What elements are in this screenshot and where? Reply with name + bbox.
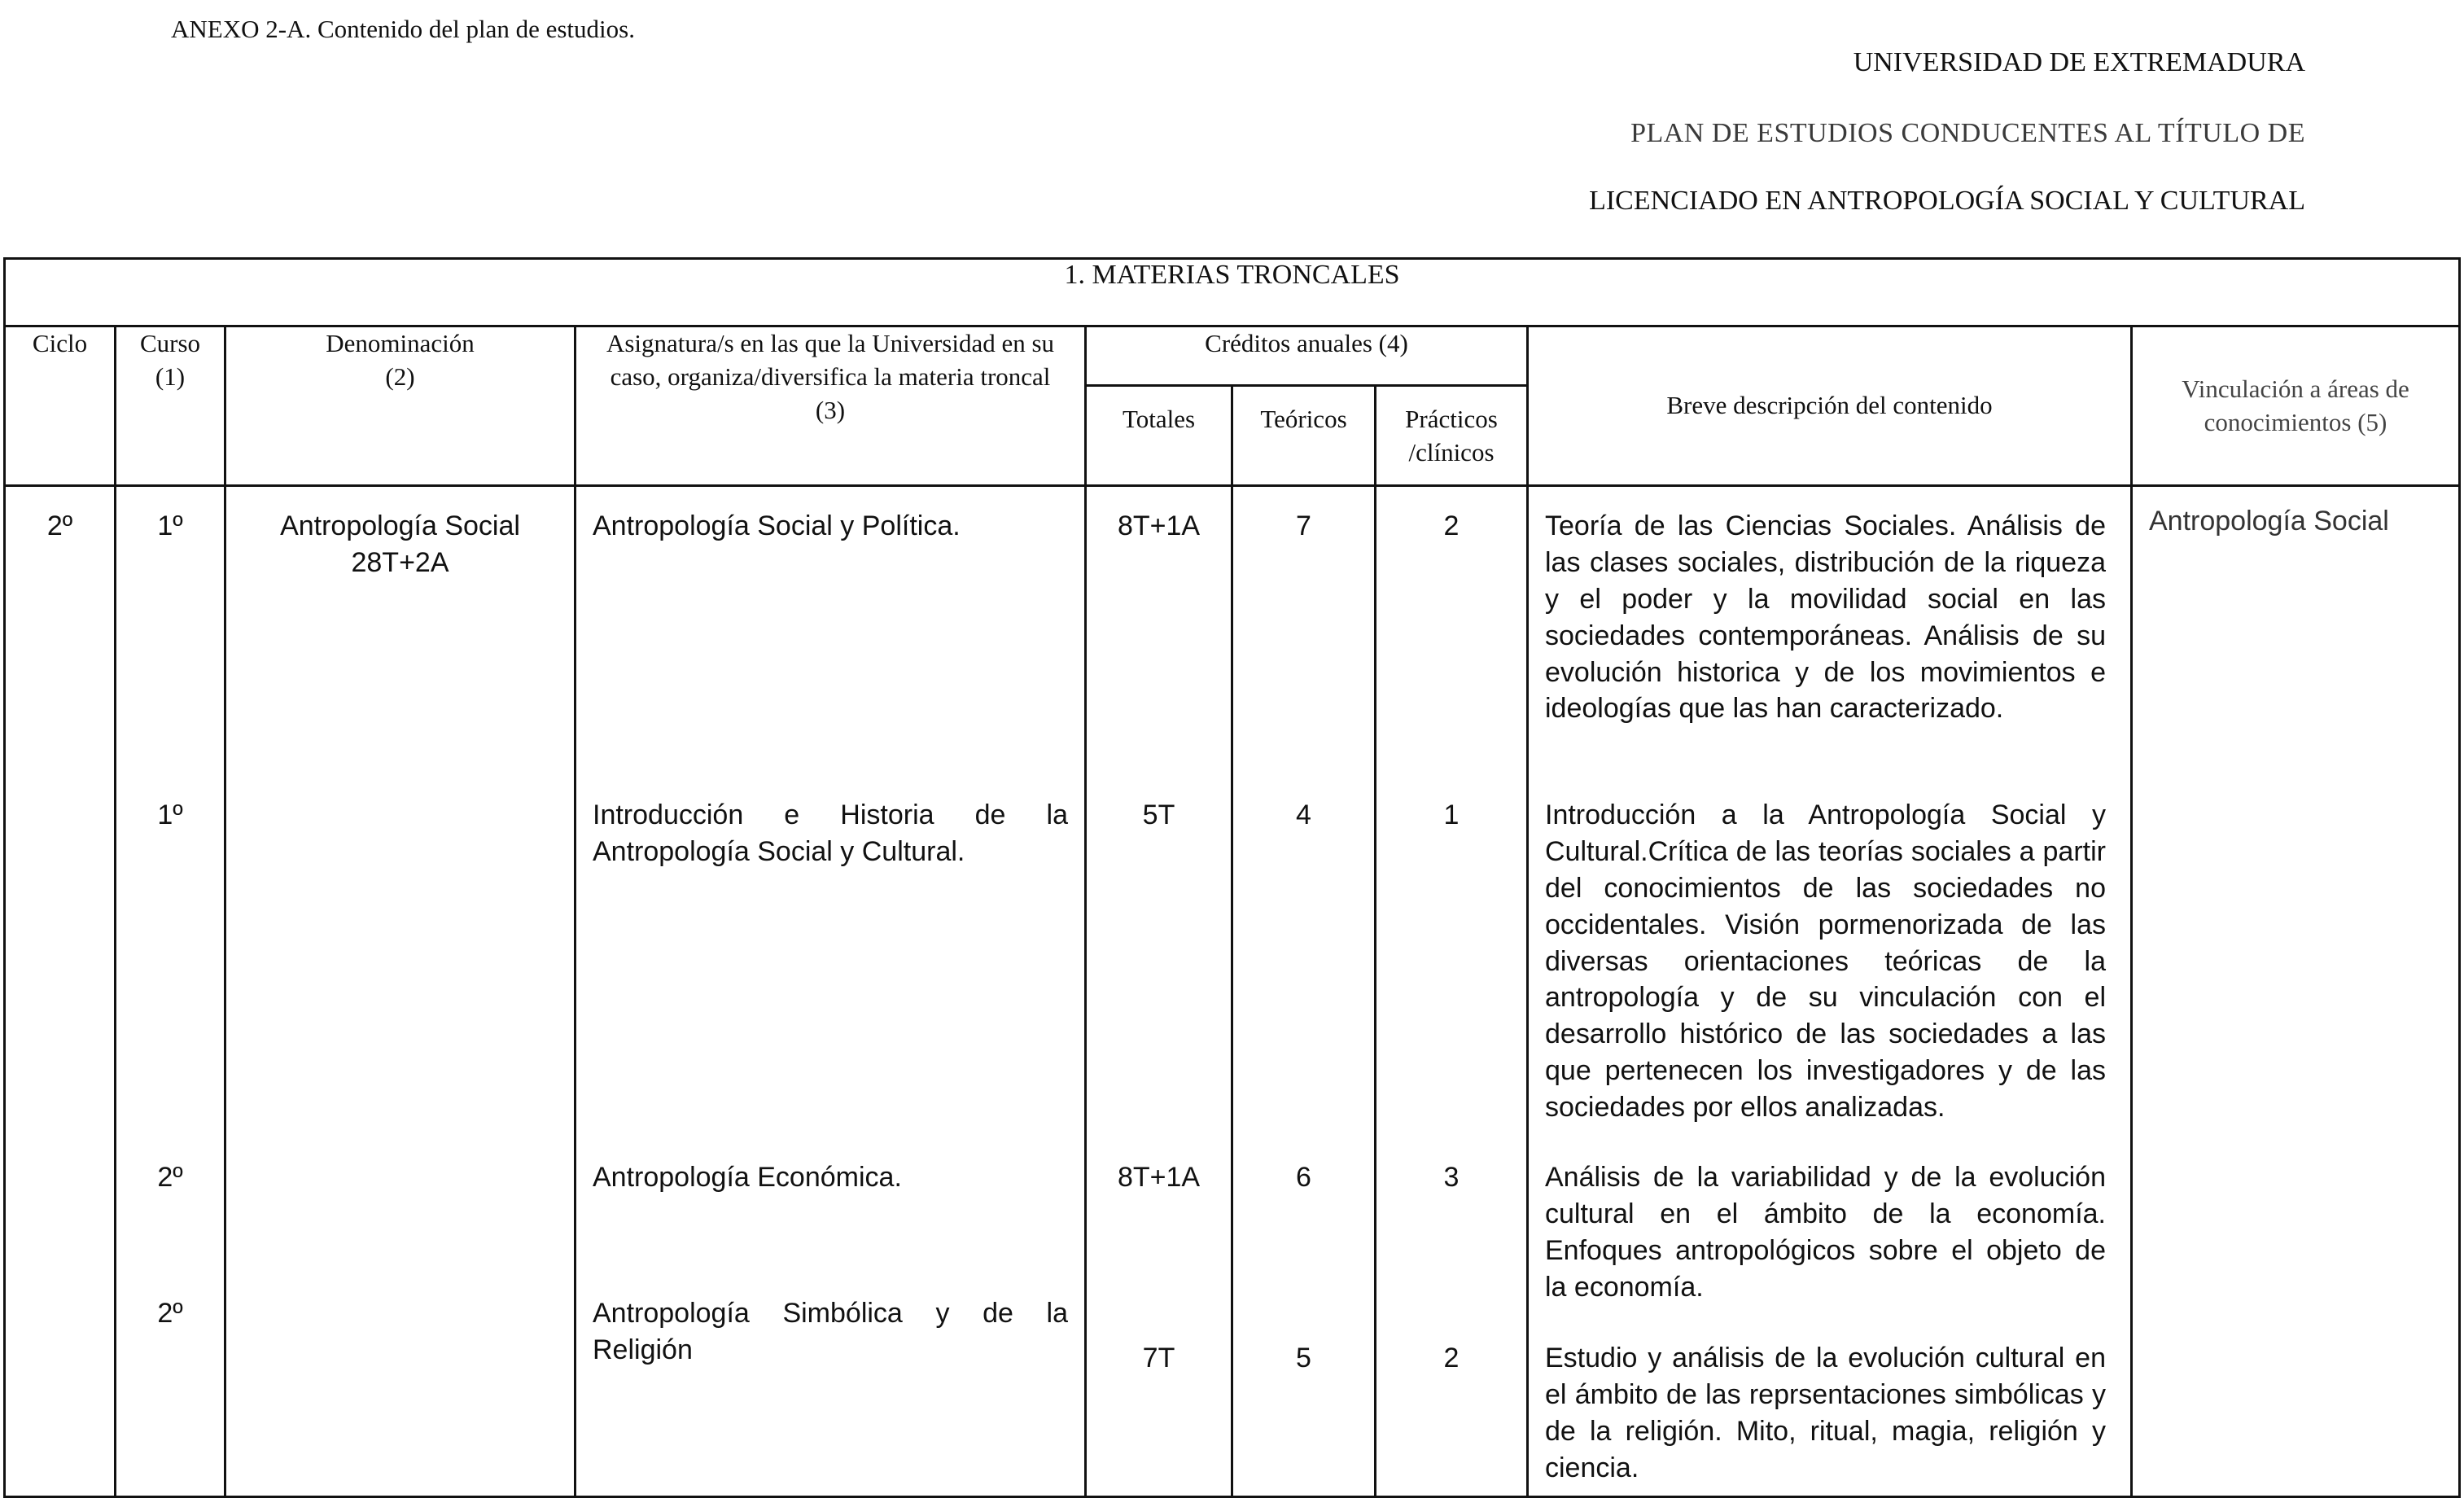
header-denominacion-label: Denominación <box>326 329 475 357</box>
row1-totales: 8T+1A <box>1117 510 1201 541</box>
row1-teoricos: 7 <box>1296 510 1311 541</box>
row4-teoricos: 5 <box>1296 1343 1311 1373</box>
row3-curso: 2º <box>157 1162 183 1193</box>
vinculacion-column <box>2132 486 2460 1497</box>
materias-troncales-table <box>3 257 2461 1498</box>
row1-descripcion: Teoría de las Ciencias Sociales. Análisis de las clases sociales, distribución de la riqueza y el poder y la movilidad social en las sociedades contemporáneas. Análisis de su evolución historica y de los movimientos e ideologías que las han caracterizado. <box>1545 510 2106 725</box>
descripcion-column <box>1528 486 2132 1497</box>
header-denominacion <box>225 326 576 486</box>
header-curso-note: (1) <box>155 361 186 391</box>
row1-curso: 1º <box>157 510 183 541</box>
vinculacion-value: Antropología Social <box>2149 506 2389 537</box>
row2-curso: 1º <box>157 799 183 830</box>
asignatura-column <box>576 486 1086 1497</box>
university-name: UNIVERSIDAD DE EXTREMADURA <box>1853 47 2305 77</box>
table-body-row <box>5 486 2460 1497</box>
row2-teoricos: 4 <box>1296 799 1311 830</box>
denominacion-name: Antropología Social <box>280 510 520 541</box>
annex-title: ANEXO 2-A. Contenido del plan de estudios. <box>171 15 635 43</box>
row3-practicos: 3 <box>1443 1162 1460 1193</box>
row3-teoricos: 6 <box>1296 1162 1311 1193</box>
header-descripcion-label: Breve descripción del contenido <box>1666 391 1993 420</box>
row4-totales: 7T <box>1142 1343 1175 1373</box>
row2-totales: 5T <box>1142 799 1175 830</box>
row4-curso: 2º <box>157 1298 183 1329</box>
row4-descripcion: Estudio y análisis de la evolución cultural en el ámbito de las reprsentaciones simbólicas y de la religión. Mito, ritual, magia, religión y ciencia. <box>1545 1343 2106 1483</box>
header-ciclo-label: Ciclo <box>32 329 88 357</box>
header-creditos <box>1086 326 1528 386</box>
header-vinculacion <box>2132 326 2460 486</box>
header-vinculacion-label: Vinculación a áreas de conocimientos (5) <box>2182 374 2409 436</box>
ciclo-column <box>5 486 116 1497</box>
denominacion-column <box>225 486 576 1497</box>
header-curso <box>116 326 225 486</box>
header-curso-label: Curso <box>139 329 201 357</box>
header-teoricos: Teóricos <box>1232 386 1376 486</box>
row4-asignatura: Antropología Simbólica y de la Religión <box>593 1298 1068 1365</box>
row2-descripcion: Introducción a la Antropología Social y Cultural.Crítica de las teorías sociales a partir del conocimientos de las sociedades no occidentales. Visión pormenorizada de las diversas orientaciones teóricas de la antropología y de su vinculación con el desarrollo histórico de las sociedades a las que pertenecen los investigadores y de las sociedades por ellos analizadas. <box>1545 799 2106 1123</box>
header-asignaturas-label: Asignatura/s en las que la Universidad en su caso, organiza/diversifica la materia troncal (3) <box>606 329 1055 424</box>
practicos-column <box>1376 486 1528 1497</box>
row2-asignatura: Introducción e Historia de la Antropología Social y Cultural. <box>593 799 1068 867</box>
row4-practicos: 2 <box>1443 1343 1460 1373</box>
totales-column <box>1086 486 1232 1497</box>
teoricos-column <box>1232 486 1376 1497</box>
denominacion-value <box>226 487 574 581</box>
curso-column <box>116 486 225 1497</box>
header-denominacion-note: (2) <box>385 361 415 391</box>
degree-title: LICENCIADO EN ANTROPOLOGÍA SOCIAL Y CULTURAL <box>1589 186 2305 216</box>
row2-practicos: 1 <box>1443 799 1460 830</box>
row3-totales: 8T+1A <box>1117 1162 1201 1193</box>
header-asignaturas <box>576 326 1086 486</box>
header-descripcion <box>1528 326 2132 486</box>
header-ciclo <box>5 326 116 486</box>
header-practicos: Prácticos /clínicos <box>1376 386 1528 486</box>
header-creditos-label: Créditos anuales (4) <box>1205 329 1408 357</box>
denominacion-credits: 28T+2A <box>351 546 449 578</box>
ciclo-value: 2º <box>46 510 73 541</box>
row1-practicos: 2 <box>1443 510 1460 541</box>
row3-asignatura: Antropología Económica. <box>593 1162 902 1193</box>
plan-title: PLAN DE ESTUDIOS CONDUCENTES AL TÍTULO DE <box>1630 118 2305 148</box>
header-totales: Totales <box>1086 386 1232 486</box>
row1-asignatura: Antropología Social y Política. <box>593 510 961 541</box>
row3-descripcion: Análisis de la variabilidad y de la evolución cultural en el ámbito de la economía. Enfoques antropológicos sobre el objeto de la economía. <box>1545 1162 2106 1303</box>
table-title: 1. MATERIAS TRONCALES <box>5 259 2460 326</box>
